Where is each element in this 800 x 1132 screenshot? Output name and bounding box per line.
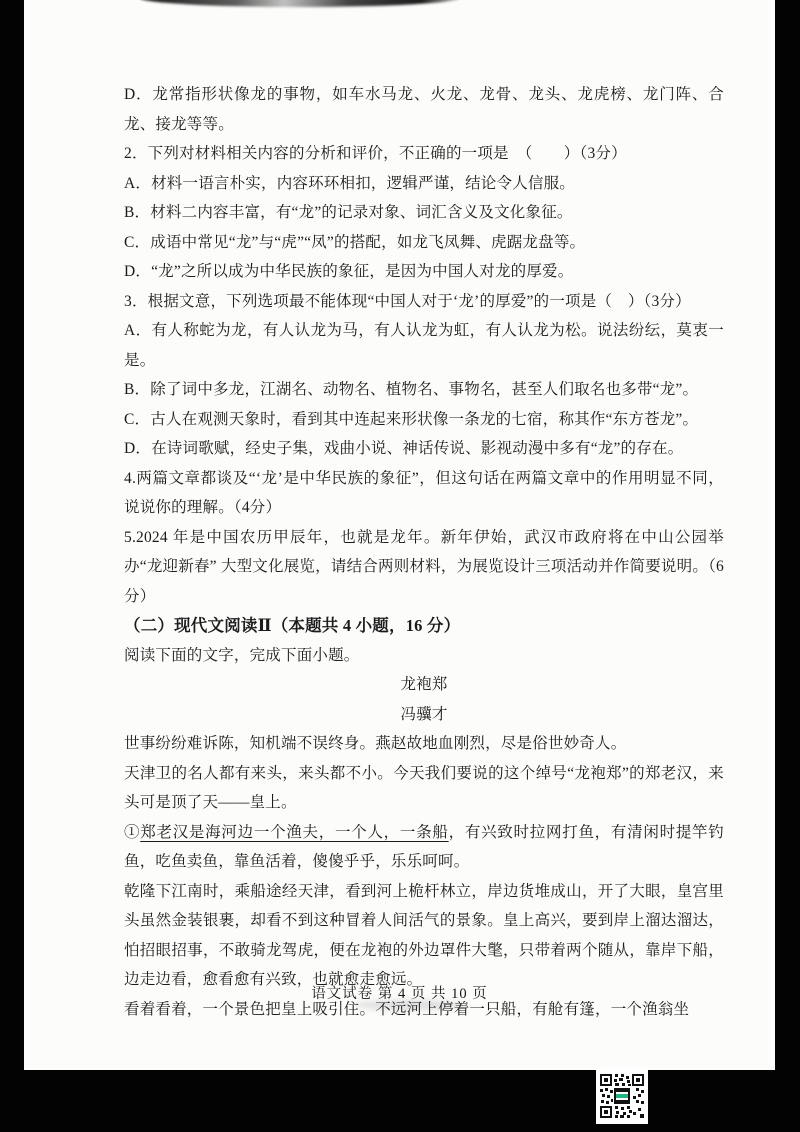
- passage-para-3: 乾隆下江南时，乘船途经天津，看到河上桅杆林立，岸边货堆成山，开了大眼，皇宫里头虽然金装银裹，却看不到这种冒着人间活气的景象。皇上高兴，要到岸上溜达溜达，怕招眼招事，不敢骑龙驾虎，便在龙袍的外边罩件大氅，只带着两个随从，靠岸下船，边走边看，愈看愈有兴致，也就愈走愈远。: [124, 882, 724, 988]
- question-3: 3．根据文意，下列选项最不能体现“中国人对于‘龙’的厚爱”的一项是（ ）（3分）: [124, 292, 691, 310]
- exam-paper-page: [24, 0, 775, 1070]
- reading-instruction: 阅读下面的文字，完成下面小题。: [124, 646, 360, 664]
- passage-para-2: ①郑老汉是海河边一个渔夫，一个人，一条船，有兴致时拉网打鱼，有清闲时提竿钓鱼，吃鱼卖鱼，靠鱼活着，傻傻乎乎，乐乐呵呵。: [124, 823, 724, 870]
- question-4: 4.两篇文章都谈及“‘龙’是中华民族的象征”，但这句话在两篇文章中的作用明显不同，说说你的理解。（4分）: [124, 469, 724, 516]
- passage-author: 冯骥才: [400, 705, 448, 723]
- section-heading: （二）现代文阅读Ⅱ（本题共 4 小题，16 分）: [124, 616, 461, 635]
- passage-poem: 世事纷纷难诉陈，知机端不误终身。燕赵故地血刚烈，尽是俗世妙奇人。: [124, 735, 627, 752]
- qr-code-pattern: [600, 1074, 644, 1118]
- q1-option-d: D．龙常指形状像龙的事物，如车水马龙、火龙、龙骨、龙头、龙虎榜、龙门阵、合龙、接龙等等。: [124, 86, 724, 133]
- passage-title: 龙袍郑: [400, 676, 448, 693]
- q2-option-d: D．“龙”之所以成为中华民族的象征，是因为中国人对龙的厚爱。: [124, 263, 574, 280]
- question-2: 2．下列对材料相关内容的分析和评价，不正确的一项是 （ ）（3分）: [124, 145, 627, 162]
- q3-option-a: A．有人称蛇为龙，有人认龙为马，有人认龙为虹，有人认龙为松。说法纷纭，莫衷一是。: [124, 322, 724, 369]
- page-footer: 语文试卷 第 4 页 共 10 页: [311, 986, 488, 1002]
- qr-code: [596, 1068, 648, 1124]
- document-body: [124, 80, 724, 1024]
- passage-para-4: 看着看着，一个景色把皇上吸引住。不远河上停着一只船，有舱有篷，一个渔翁坐: [124, 1000, 690, 1018]
- scan-artifact-top: [140, 0, 460, 7]
- question-5: 5.2024 年是中国农历甲辰年，也就是龙年。新年伊始，武汉市政府将在中山公园举办“龙迎新春” 大型文化展览，请结合两则材料，为展览设计三项活动并作简要说明。（6 分）: [124, 528, 724, 605]
- q3-option-c: C．古人在观测天象时，看到其中连起来形状像一条龙的七宿，称其作“东方苍龙”。: [124, 410, 699, 428]
- passage-para-1: 天津卫的名人都有来头，来头都不小。今天我们要说的这个绰号“龙袍郑”的郑老汉，来头可是顶了天——皇上。: [124, 764, 724, 811]
- q2-option-b: B．材料二内容丰富，有“龙”的记录对象、词汇含义及文化象征。: [124, 204, 573, 221]
- q3-option-d: D．在诗词歌赋，经史子集，戏曲小说、神话传说、影视动漫中多有“龙”的存在。: [124, 440, 684, 457]
- qr-center-logo: [616, 1094, 628, 1098]
- q2-option-a: A．材料一语言朴实，内容环环相扣，逻辑严谨，结论令人信服。: [124, 174, 575, 192]
- q3-option-b: B．除了词中多龙，江湖名、动物名、植物名、事物名，甚至人们取名也多带“龙”。: [124, 381, 699, 398]
- q2-option-c: C．成语中常见“龙”与“虎”“凤”的搭配，如龙飞凤舞、虎踞龙盘等。: [124, 233, 586, 251]
